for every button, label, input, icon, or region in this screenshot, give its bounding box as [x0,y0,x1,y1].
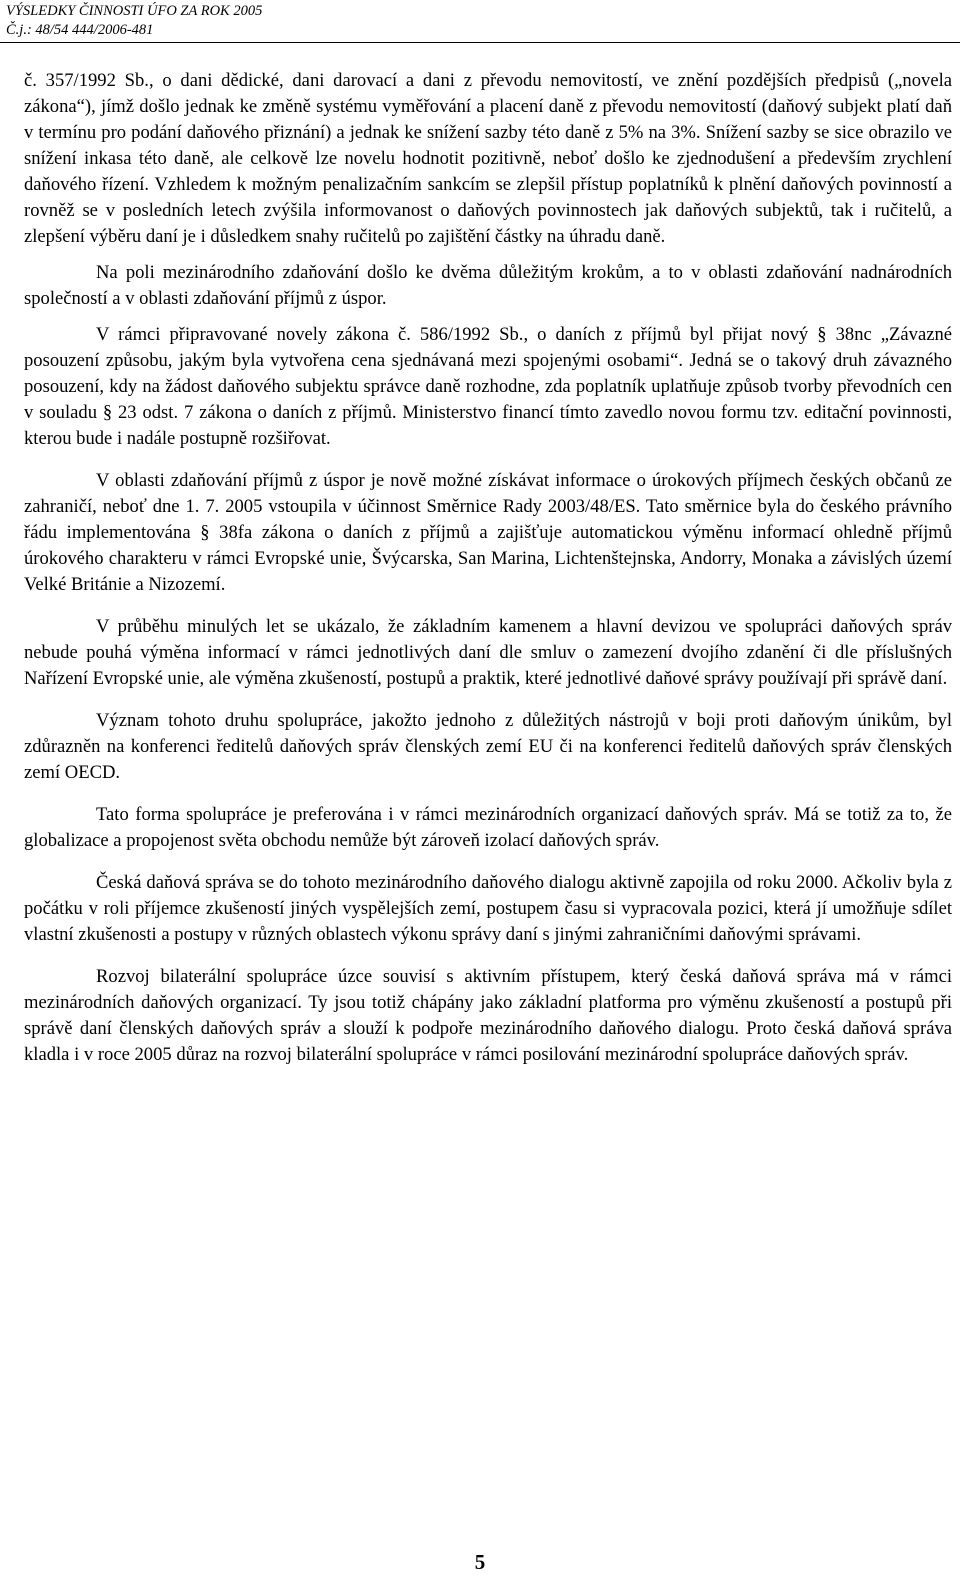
paragraph-continuation: č. 357/1992 Sb., o dani dědické, dani darovací a dani z převodu nemovitostí, ve znění pozdějších předpisů („novela zákona“), jímž došlo jednak ke změně systému vyměřování a placení daně z převodu nemovitostí (daňový subjekt platí daň v termínu pro podání daňového přiznání) a jednak ke snížení sazby této daně z 5% na 3%. Snížení sazby se sice obrazilo ve snížení inkasa této daně, ale celkově lze novelu hodnotit pozitivně, neboť došlo ke zjednodušení a především zrychlení daňového řízení. Vzhledem k možným penalizačním sankcím se zlepšil přístup poplatníků k plnění daňových povinností a rovněž se v posledních letech zvýšila informovanost o daňových povinnostech jak daňových subjektů, tak i ručitelů, a zlepšení výběru daní je i důsledkem snahy ručitelů po zajištění částky na úhradu daně. [24,70,952,247]
paragraph-binding-assessment: V rámci připravované novely zákona č. 586/1992 Sb., o daních z příjmů byl přijat nový § 38nc „Závazné posouzení způsobu, jakým byla vytvořena cena sjednávaná mezi spojenými osobami“. Jedná se o takový druh závazného posouzení, kdy na žádost daňového subjektu správce daně rozhodne, zda poplatník uplatňuje způsob tvorby převodních cen v souladu § 23 odst. 7 zákona o daních z příjmů. Ministerstvo financí tímto zavedlo novou formu tzv. editační povinnosti, kterou bude i nadále postupně rozšiřovat. [24,324,952,449]
page-number: 5 [474,1550,486,1574]
paragraph-international-organizations: Tato forma spolupráce je preferována i v rámci mezinárodních organizací daňových správ. Má se totiž za to, že globalizace a propojenost světa obchodu nemůže být zároveň izolací daňových správ. [24,804,952,851]
paragraph-cooperation-importance: Význam tohoto druhu spolupráce, jakožto jednoho z důležitých nástrojů v boji proti daňovým únikům, byl zdůrazněn na konferenci ředitelů daňových správ členských zemí EU či na konferenci ředitelů daňových správ členských zemí OECD. [24,710,952,783]
paragraph-cooperation-experience: V průběhu minulých let se ukázalo, že základním kamenem a hlavní devizou ve spolupráci daňových správ nebude pouhá výměna informací v rámci jednotlivých daní dle smluv o zamezení dvojího zdanění či dle příslušných Nařízení Evropské unie, ale výměna zkušeností, postupů a praktik, které jednotlivé daňové správy používají při správě daní. [24,616,952,689]
document-header [6,2,262,40]
paragraph-czech-tax-administration: Česká daňová správa se do tohoto mezinárodního daňového dialogu aktivně zapojila od roku 2000. Ačkoliv byla z počátku v roli příjemce zkušeností jiných vyspělejších zemí, postupem času si vypracovala pozici, která jí umožňuje sdílet vlastní zkušenosti a postupy v různých oblastech výkonu správy daní s jinými zahraničními daňovými správami. [24,872,952,945]
header-title: VÝSLEDKY ČINNOSTI ÚFO ZA ROK 2005 [6,3,263,19]
paragraph-savings-income: V oblasti zdaňování příjmů z úspor je nově možné získávat informace o úrokových příjmech českých občanů ze zahraničí, neboť dne 1. 7. 2005 vstoupila v účinnost Směrnice Rady 2003/48/ES. Tato směrnice byla do českého právního řádu implementována § 38fa zákona o daních z příjmů a zajišťuje automatickou výměnu informací ohledně příjmů úrokového charakteru v rámci Evropské unie, Švýcarska, San Marina, Lichtenštejnska, Andorry, Monaka a závislých území Velké Británie a Nizozemí. [24,470,952,595]
paragraph-international-taxation: Na poli mezinárodního zdaňování došlo ke dvěma důležitým krokům, a to v oblasti zdaňování nadnárodních společností a v oblasti zdaňování příjmů z úspor. [24,262,952,309]
document-body [24,68,952,1068]
header-divider [0,42,960,43]
paragraph-bilateral-cooperation: Rozvoj bilaterální spolupráce úzce souvisí s aktivním přístupem, který česká daňová správa má v rámci mezinárodních daňových organizací. Ty jsou totiž chápány jako základní platforma pro výměnu zkušeností a postupů při správě daní členských daňových správ a slouží k podpoře mezinárodního daňového dialogu. Proto česká daňová správa kladla i v roce 2005 důraz na rozvoj bilaterální spolupráce v rámci posilování mezinárodní spolupráce daňových správ. [24,966,952,1065]
header-reference-number: Č.j.: 48/54 444/2006-481 [6,22,154,38]
